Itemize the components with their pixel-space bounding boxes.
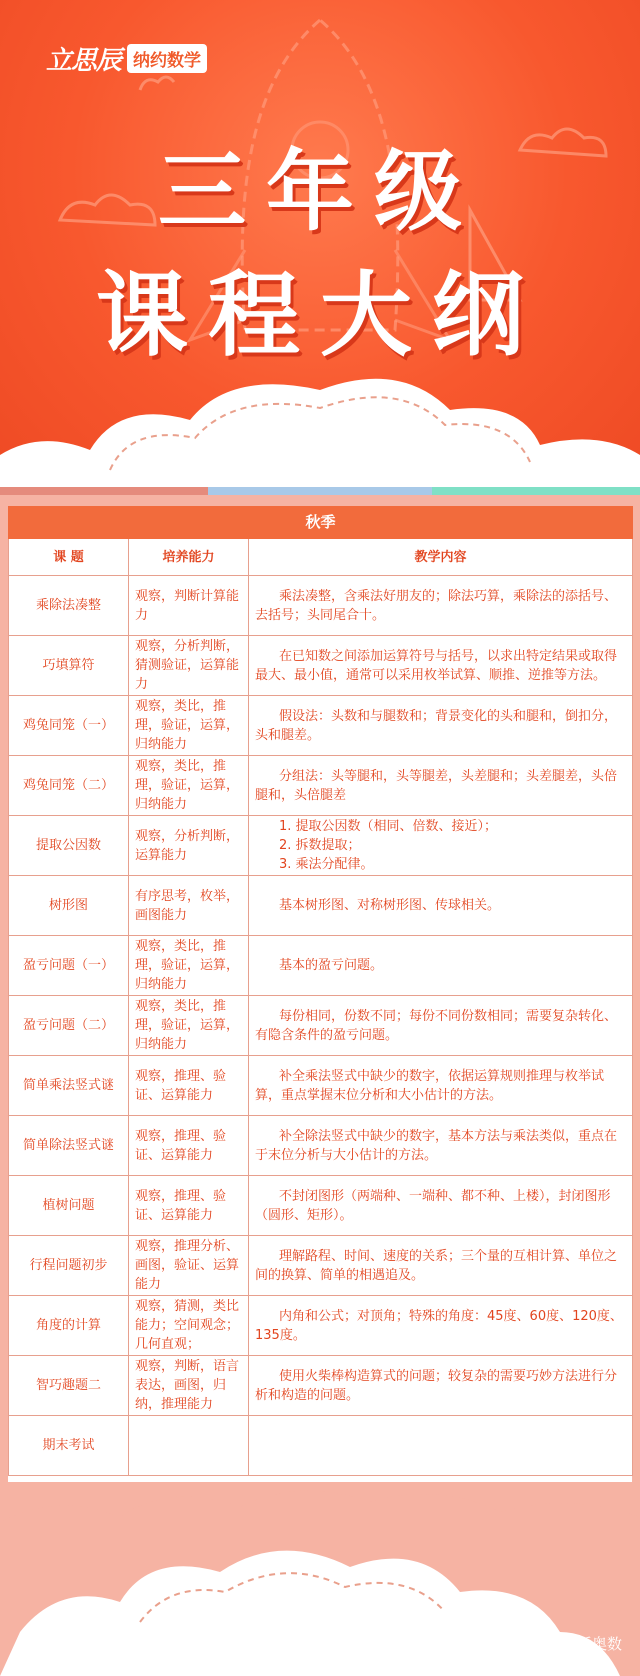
table-row	[9, 1056, 633, 1116]
season-header: 秋季	[9, 507, 633, 539]
content-cell: 分组法：头等腿和，头等腿差，头差腿和；头差腿差，头倍腿和，头倍腿差	[249, 756, 633, 816]
topic-cell: 简单乘法竖式谜	[9, 1056, 129, 1116]
content-cell: 补全除法竖式中缺少的数字，基本方法与乘法类似，重点在于末位分析与大小估计的方法。	[249, 1116, 633, 1176]
col-header-ability: 培养能力	[129, 539, 249, 576]
table-row	[9, 936, 633, 996]
stripe-green	[432, 487, 640, 495]
title-line1: 三年级	[157, 140, 482, 243]
topic-cell: 乘除法凑整	[9, 576, 129, 636]
content-cell: 补全乘法竖式中缺少的数字，依据运算规则推理与枚举试算，重点掌握末位分析和大小估计的方法。	[249, 1056, 633, 1116]
watermark-text: 小娟话奥数	[546, 1635, 622, 1653]
ability-cell: 观察，分析判断，猜测验证，运算能力	[129, 636, 249, 696]
stripe-blue	[208, 487, 432, 495]
topic-cell: 简单除法竖式谜	[9, 1116, 129, 1176]
content-cell: 基本树形图、对称树形图、传球相关。	[249, 876, 633, 936]
content-cell: 乘法凑整，含乘法好朋友的；除法巧算，乘除法的添括号、去括号；头同尾合十。	[249, 576, 633, 636]
wechat-icon: ●	[527, 1634, 541, 1653]
ability-cell: 观察，推理、验证、运算能力	[129, 1116, 249, 1176]
topic-cell: 角度的计算	[9, 1296, 129, 1356]
topic-cell: 树形图	[9, 876, 129, 936]
ability-cell: 观察，推理、验证、运算能力	[129, 1176, 249, 1236]
topic-cell: 行程问题初步	[9, 1236, 129, 1296]
content-line: 1. 提取公因数（相同、倍数、接近）；	[279, 819, 498, 834]
table-row	[9, 1356, 633, 1416]
table-row	[9, 1176, 633, 1236]
stripe-red	[0, 487, 208, 495]
curriculum-card	[8, 506, 632, 1482]
content-cell: 基本的盈亏问题。	[249, 936, 633, 996]
content-line: 3. 乘法分配律。	[279, 857, 374, 872]
content-cell: 不封闭图形（两端种、一端种、都不种、上楼），封闭图形（圆形、矩形）。	[249, 1176, 633, 1236]
ability-cell: 有序思考，枚举，画图能力	[129, 876, 249, 936]
watermark	[528, 1633, 622, 1654]
content-cell: 每份相同，份数不同；每份不同份数相同；需要复杂转化、有隐含条件的盈亏问题。	[249, 996, 633, 1056]
topic-cell: 盈亏问题（二）	[9, 996, 129, 1056]
content-cell: 理解路程、时间、速度的关系；三个量的互相计算、单位之间的换算、简单的相遇追及。	[249, 1236, 633, 1296]
content-cell	[249, 1416, 633, 1476]
topic-cell: 盈亏问题（一）	[9, 936, 129, 996]
ability-cell	[129, 1416, 249, 1476]
brand-sub: 纳约数学	[127, 44, 207, 73]
table-row	[9, 576, 633, 636]
table-row	[9, 876, 633, 936]
brand-name: 立思辰	[46, 46, 122, 76]
col-header-topic: 课 题	[9, 539, 129, 576]
ability-cell: 观察，类比，推理，验证，运算，归纳能力	[129, 696, 249, 756]
topic-cell: 鸡兔同笼（二）	[9, 756, 129, 816]
content-cell: 假设法：头数和与腿数和；背景变化的头和腿和，倒扣分，头和腿差。	[249, 696, 633, 756]
table-row	[9, 1116, 633, 1176]
ability-cell: 观察，类比，推理，验证，运算，归纳能力	[129, 756, 249, 816]
table-row	[9, 1296, 633, 1356]
ability-cell: 观察，判断，语言表达，画图，归纳，推理能力	[129, 1356, 249, 1416]
ability-cell: 观察，类比，推理，验证，运算，归纳能力	[129, 996, 249, 1056]
topic-cell: 巧填算符	[9, 636, 129, 696]
curriculum-table	[8, 506, 633, 1476]
header-banner	[0, 0, 640, 487]
topic-cell: 期末考试	[9, 1416, 129, 1476]
col-header-content: 教学内容	[249, 539, 633, 576]
ability-cell: 观察，推理、验证、运算能力	[129, 1056, 249, 1116]
content-cell: 在已知数之间添加运算符号与括号，以求出特定结果或取得最大、最小值，通常可以采用枚举试算、顺推、逆推等方法。	[249, 636, 633, 696]
content-cell: 内角和公式；对顶角；特殊的角度：45度、60度、120度、135度。	[249, 1296, 633, 1356]
ability-cell: 观察，判断计算能力	[129, 576, 249, 636]
table-row	[9, 1416, 633, 1476]
ability-cell: 观察，分析判断，运算能力	[129, 816, 249, 876]
content-cell: 使用火柴棒构造算式的问题；较复杂的需要巧妙方法进行分析和构造的问题。	[249, 1356, 633, 1416]
title-line2: 课程大纲	[95, 262, 544, 369]
table-row	[9, 1236, 633, 1296]
table-row	[9, 756, 633, 816]
table-row	[9, 696, 633, 756]
content-cell	[249, 816, 633, 876]
ability-cell: 观察，猜测，类比能力；空间观念；几何直观；	[129, 1296, 249, 1356]
topic-cell: 智巧趣题二	[9, 1356, 129, 1416]
ability-cell: 观察，类比，推理，验证，运算，归纳能力	[129, 936, 249, 996]
content-line: 2. 拆数提取；	[279, 838, 361, 853]
table-row	[9, 996, 633, 1056]
ability-cell: 观察，推理分析、画图，验证、运算能力	[129, 1236, 249, 1296]
table-row	[9, 636, 633, 696]
topic-cell: 植树问题	[9, 1176, 129, 1236]
brand-logo	[46, 40, 207, 77]
topic-cell: 提取公因数	[9, 816, 129, 876]
topic-cell: 鸡兔同笼（一）	[9, 696, 129, 756]
table-row	[9, 816, 633, 876]
